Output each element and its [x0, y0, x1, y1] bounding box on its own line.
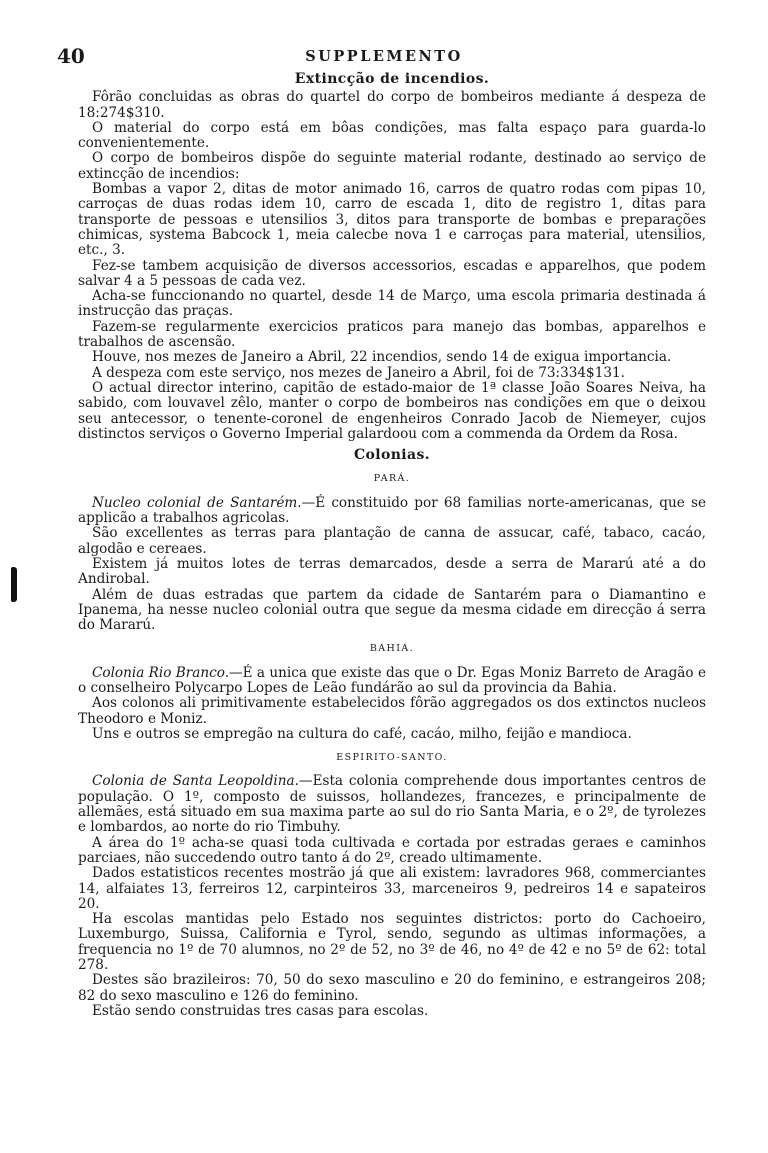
paragraph: Estão sendo construidas tres casas para escolas.: [92, 1002, 429, 1019]
paragraph: Bombas a vapor 2, ditas de motor animado 16, carros de quatro rodas com pipas 10, carroças de duas rodas idem 10, carro de escada 1, dito de registro 1, ditas para transporte de pessoas e utensilios 3, ditos para transporte de bombas e preparações chimicas, systema Babcock 1, meia calecbe nova 1 e carroças para material, utensilios, etc., 3.: [78, 181, 706, 259]
paragraph-text: —Esta colonia comprehende dous importantes centros de população. O 1º, composto de suissos, hollandezes, francezes, e principalmente de allemães, está situado em sua maxima parte ao sul do rio Santa Maria, e o 2º, de tyrolezes e lombardos, ao norte do rio Timbuhy.: [78, 773, 706, 836]
sub-heading-para: PARÁ.: [373, 473, 411, 485]
paragraph: O corpo de bombeiros dispõe do seguinte material rodante, destinado ao serviço de extincção de incendios:: [78, 150, 706, 182]
text-body: [78, 72, 706, 1019]
section-title-colonias: Colonias.: [353, 447, 431, 464]
paragraph: Além de duas estradas que partem da cidade de Santarém para o Diamantino e Ipanema, ha nesse nucleo colonial outra que segue da mesma cidade em direcção á serra do Mararú.: [78, 586, 706, 634]
page-number: 40: [57, 44, 85, 68]
paragraph: A área do 1º acha-se quasi toda cultivada e cortada por estradas geraes e caminhos parciaes, não succedendo outro tanto á do 2º, creado ultimamente.: [78, 834, 706, 866]
paragraph: Houve, nos mezes de Janeiro a Abril, 22 incendios, sendo 14 de exigua importancia.: [92, 349, 672, 366]
paragraph: [78, 666, 706, 697]
paragraph: O actual director interino, capitão de estado-maior de 1ª classe João Soares Neiva, ha sabido, com louvavel zêlo, manter o corpo de bombeiros nas condições em que o deixou seu antecessor, o tenente-coronel de engenheiros Conrado Jacob de Niemeyer, cujos distinctos serviços o Governo Imperial galardoou com a commenda da Ordem da Rosa.: [78, 379, 706, 442]
lead-title: Colonia de Santa Leopoldina.: [92, 773, 299, 790]
paragraph: Fazem-se regularmente exercicios praticos para manejo das bombas, apparelhos e trabalhos de ascensão.: [78, 318, 706, 351]
paragraph: Destes são brazileiros: 70, 50 do sexo masculino e 20 do feminino, e estrangeiros 208; 82 do sexo masculino e 126 do feminino.: [78, 972, 706, 1004]
paragraph: Uns e outros se empregão na cultura do café, cacáo, milho, feijão e mandioca.: [92, 725, 632, 742]
section-title-incendios: Extincção de incendios.: [294, 71, 490, 87]
paragraph: A despeza com este serviço, nos mezes de Janeiro a Abril, foi de 73:334$131.: [92, 364, 625, 381]
lead-title: Nucleo colonial de Santarém.: [92, 494, 302, 511]
paragraph: Ha escolas mantidas pelo Estado nos seguintes districtos: porto do Cachoeiro, Luxemburgo, Suissa, California e Tyrol, sendo, segundo as ultimas informações, a frequencia no 1º de 70 alumnos, no 2º de 52, no 3º de 46, no 4º de 42 e no 5º de 62: total 278.: [78, 911, 706, 974]
paragraph: Aos colonos ali primitivamente estabelecidos fôrão aggregados os dos extinctos nucleos Theodoro e Moniz.: [78, 695, 706, 727]
paragraph: Acha-se funccionando no quartel, desde 14 de Março, uma escola primaria destinada á instrucção das praças.: [78, 288, 706, 320]
margin-ink-mark: [11, 567, 17, 602]
running-head: SUPPLEMENTO: [305, 48, 463, 65]
sub-heading-espirito-santo: ESPIRITO-SANTO.: [336, 752, 448, 764]
lead-title: Colonia Rio Branco.: [92, 664, 230, 681]
paragraph: [78, 774, 706, 835]
paragraph: São excellentes as terras para plantação de canna de assucar, café, tabaco, cacáo, algodão e cereaes.: [78, 525, 706, 557]
paragraph-text: —É constituido por 68 familias norte-americanas, que se applicão a trabalhos agricolas.: [78, 494, 706, 527]
paragraph: [78, 496, 706, 527]
paragraph: Fez-se tambem acquisição de diversos accessorios, escadas e apparelhos, que podem salvar 4 a 5 pessoas de cada vez.: [78, 257, 706, 289]
paragraph: Fôrão concluidas as obras do quartel do corpo de bombeiros mediante á despeza de 18:274$310.: [78, 89, 706, 121]
sub-heading-bahia: BAHIA.: [369, 643, 415, 655]
paragraph: O material do corpo está em bôas condições, mas falta espaço para guarda-lo convenientemente.: [78, 119, 706, 152]
paragraph-text: —É a unica que existe das que o Dr. Egas Moniz Barreto de Aragão e o conselheiro Polycarpo Lopes de Leão fundárão ao sul da provincia da Bahia.: [78, 664, 706, 696]
paragraph: Dados estatisticos recentes mostrão já que ali existem: lavradores 968, commerciantes 14, alfaiates 13, ferreiros 12, carpinteiros 33, marceneiros 9, pedreiros 14 e sapateiros 20.: [78, 865, 706, 912]
paragraph: Existem já muitos lotes de terras demarcados, desde a serra de Mararú até a do Andirobal.: [78, 555, 706, 588]
